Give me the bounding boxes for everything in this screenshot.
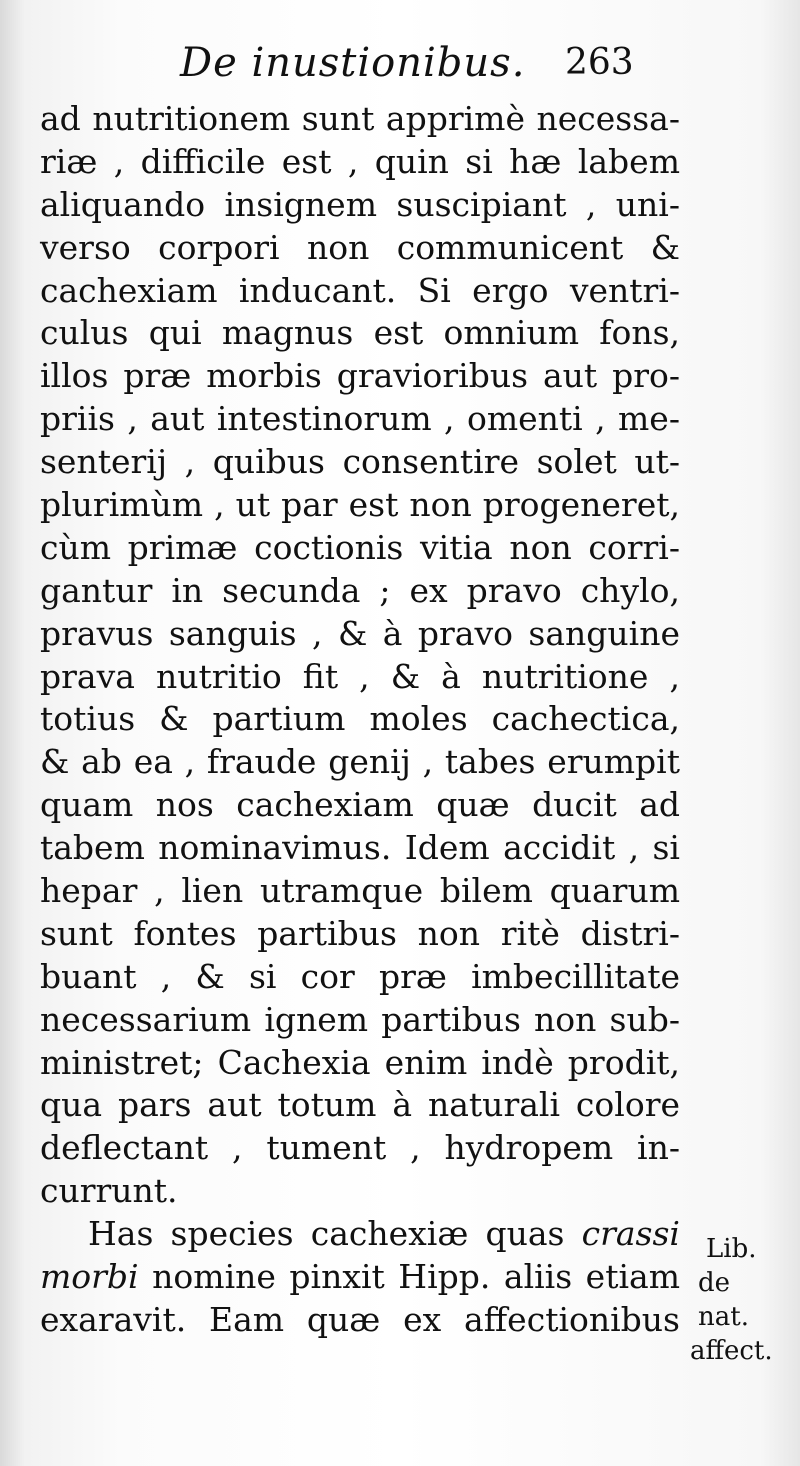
text-line: ministret; Cachexia enim indè prodit, bbox=[40, 1042, 680, 1082]
text-line: currunt. bbox=[40, 1171, 178, 1211]
text-line: aliquando insignem suscipiant , uni- bbox=[40, 184, 680, 224]
text-line: & ab ea , fraude genij , tabes erumpit bbox=[40, 742, 680, 782]
body-text bbox=[40, 98, 680, 1342]
text-line: tabem nominavimus. Idem accidit , si bbox=[40, 828, 680, 868]
text-line: gantur in secunda ; ex pravo chylo, bbox=[40, 570, 680, 610]
text-line: sunt fontes partibus non ritè distri- bbox=[40, 913, 680, 953]
text-line: necessarium ignem partibus non sub- bbox=[40, 999, 680, 1039]
text-line bbox=[40, 1256, 680, 1299]
page-header bbox=[0, 40, 800, 100]
text-line: buant , & si cor præ imbecillitate bbox=[40, 956, 680, 996]
margin-note-line: nat. bbox=[698, 1302, 749, 1332]
text-line: plurimùm , ut par est non progeneret, bbox=[40, 485, 680, 525]
text-line: totius & partium moles cachectica, bbox=[40, 699, 680, 739]
italic-term: crassi bbox=[581, 1214, 680, 1254]
text-line: illos præ morbis gravioribus aut pro- bbox=[40, 356, 680, 396]
text-segment: Has species cachexiæ quas bbox=[88, 1214, 565, 1254]
text-line: quam nos cachexiam quæ ducit ad bbox=[40, 785, 680, 825]
text-line: riæ , difficile est , quin si hæ labem bbox=[40, 141, 680, 181]
page-number: 263 bbox=[565, 42, 634, 83]
margin-note bbox=[690, 1232, 800, 1368]
text-line: exaravit. Eam quæ ex affectionibus bbox=[40, 1299, 680, 1339]
text-line: verso corpori non communicent & bbox=[40, 227, 680, 267]
italic-term: morbi bbox=[40, 1257, 139, 1297]
running-head: De inustionibus. bbox=[180, 40, 526, 86]
text-line: ad nutritionem sunt apprimè necessa- bbox=[40, 99, 680, 138]
margin-note-line: affect. bbox=[690, 1336, 773, 1366]
text-line: hepar , lien utramque bilem quarum bbox=[40, 871, 680, 911]
text-line: prava nutritio fit , & à nutritione , bbox=[40, 656, 680, 696]
margin-note-line: de bbox=[698, 1268, 731, 1298]
text-line: pravus sanguis , & à pravo sanguine bbox=[40, 613, 680, 653]
text-line: qua pars aut totum à naturali colore bbox=[40, 1085, 680, 1125]
text-line: cachexiam inducant. Si ergo ventri- bbox=[40, 270, 680, 310]
text-segment: nomine pinxit Hipp. aliis etiam bbox=[152, 1257, 680, 1297]
text-line: deflectant , tument , hydropem in- bbox=[40, 1128, 680, 1168]
text-line: cùm primæ coctionis vitia non corri- bbox=[40, 527, 680, 567]
margin-note-line: Lib. bbox=[706, 1234, 757, 1264]
text-line bbox=[40, 1213, 680, 1256]
text-line: priis , aut intestinorum , omenti , me- bbox=[40, 399, 680, 439]
text-line: senterij , quibus consentire solet ut- bbox=[40, 442, 680, 482]
text-line: culus qui magnus est omnium fons, bbox=[40, 313, 680, 353]
